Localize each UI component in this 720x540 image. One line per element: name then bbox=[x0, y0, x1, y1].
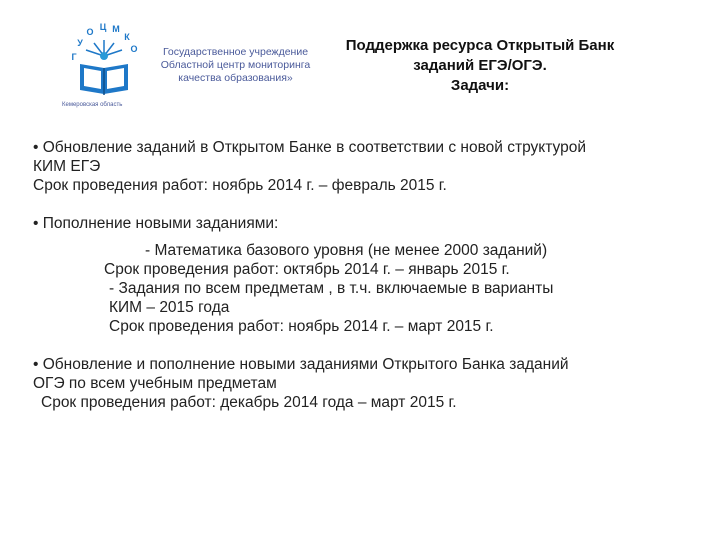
subtask-text: - Математика базового уровня (не менее 2000 заданий) bbox=[145, 242, 548, 259]
logo-letter: Г bbox=[71, 52, 77, 62]
logo-letter: О bbox=[86, 27, 94, 37]
task-text: • Пополнение новыми заданиями: bbox=[33, 215, 279, 232]
task-item-1 bbox=[33, 138, 693, 195]
slide-title-line: заданий ЕГЭ/ОГЭ. bbox=[413, 57, 547, 74]
task-text: КИМ ЕГЭ bbox=[33, 158, 101, 175]
slide-title-line: Задачи: bbox=[450, 77, 510, 94]
subtask-deadline: Срок проведения работ: ноябрь 2014 г. – март 2015 г. bbox=[109, 318, 494, 335]
task-text: • Обновление и пополнение новыми заданиями Открытого Банка заданий bbox=[33, 356, 569, 373]
logo-letter: У bbox=[77, 38, 83, 48]
organization-name-line: Областной центр мониторинга bbox=[160, 59, 311, 71]
organization-logo bbox=[50, 18, 320, 118]
task-text: ОГЭ по всем учебным предметам bbox=[33, 375, 277, 392]
task-deadline: Срок проведения работ: декабрь 2014 года – март 2015 г. bbox=[41, 394, 457, 411]
task-deadline: Срок проведения работ: ноябрь 2014 г. – февраль 2015 г. bbox=[33, 177, 447, 194]
organization-name-line: Государственное учреждение bbox=[162, 46, 309, 58]
task-item-2 bbox=[33, 214, 693, 336]
logo-letter: М bbox=[112, 24, 120, 34]
subtask-text: КИМ – 2015 года bbox=[109, 299, 230, 316]
organization-name-line: качества образования» bbox=[178, 72, 293, 84]
task-text: • Обновление заданий в Открытом Банке в соответствии с новой структурой bbox=[33, 139, 586, 156]
task-list bbox=[33, 138, 693, 412]
task-item-3 bbox=[33, 355, 693, 412]
slide-title-line: Поддержка ресурса Открытый Банк bbox=[345, 37, 615, 54]
subtask-deadline: Срок проведения работ: октябрь 2014 г. – январь 2015 г. bbox=[104, 261, 510, 278]
logo-letter: К bbox=[124, 32, 130, 42]
slide-title bbox=[325, 36, 635, 96]
book-logo-icon bbox=[64, 18, 150, 102]
subtask-text: - Задания по всем предметам , в т.ч. включаемые в варианты bbox=[109, 280, 554, 297]
region-label: Кемеровская область bbox=[62, 102, 123, 108]
logo-letter: Ц bbox=[99, 22, 107, 32]
logo-letter: О bbox=[130, 44, 138, 54]
organization-name bbox=[148, 46, 323, 85]
